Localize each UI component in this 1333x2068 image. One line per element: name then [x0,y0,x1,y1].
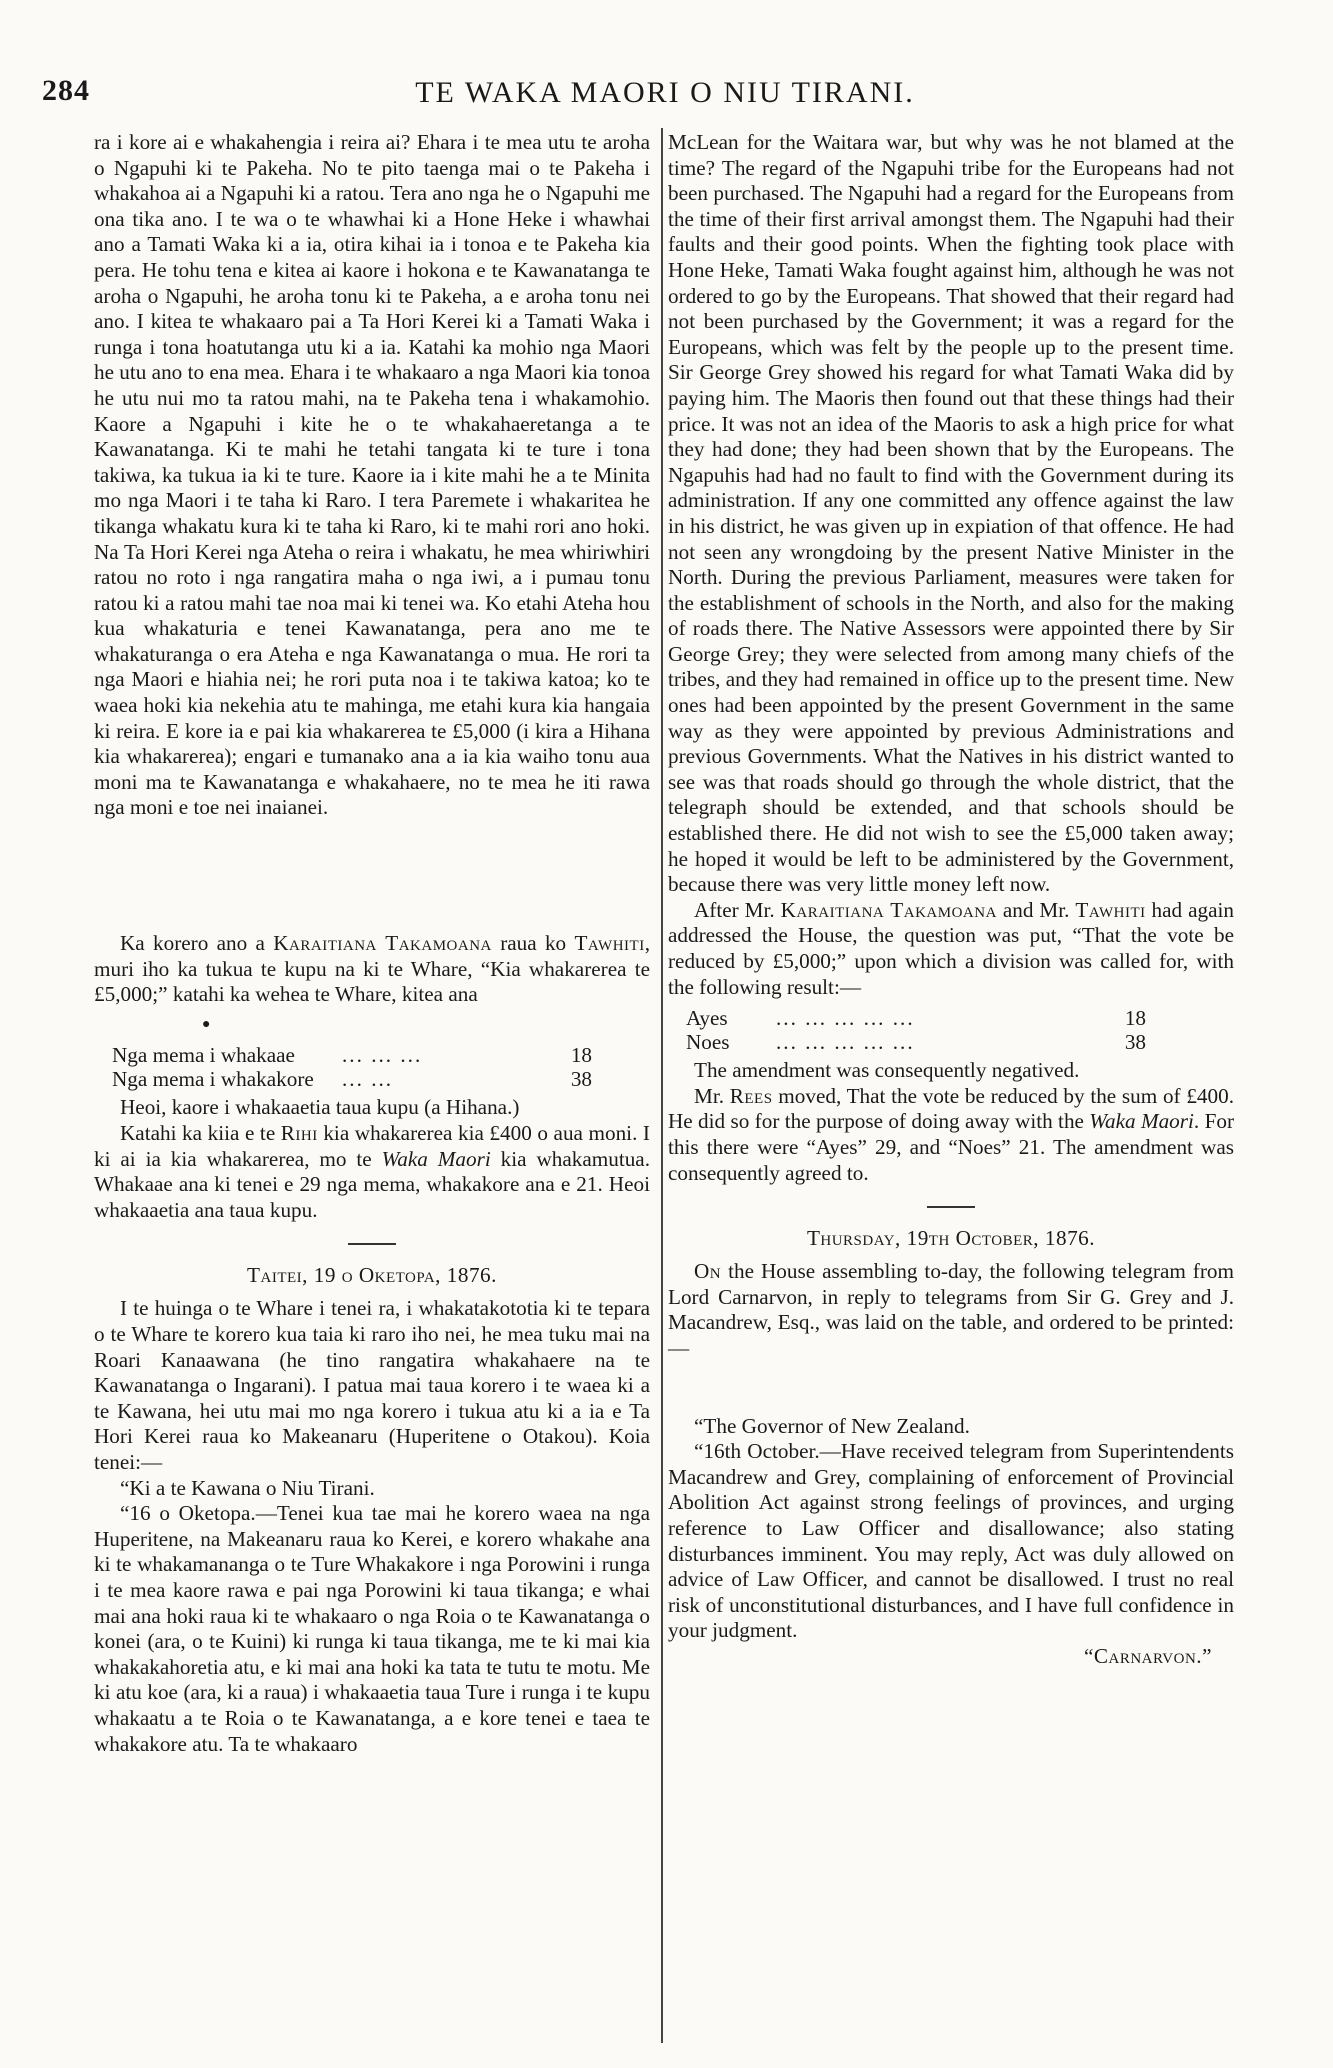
vote-leader-dots: ... ... ... ... ... [776,1006,915,1031]
maori-telegram-body: “16 o Oketopa.—Tenei kua tae mai he korero waea na nga Huperitene, na Makeanaru raua ko Kerei, e korero whakahe ana ki te whakamananga o te Ture Whakakore i nga Porowini i runga i te mea kaore rawa e pai nga Porowini ki taua tikanga; e whai mai ana hoki raua ki te whakaaro o nga Roia o te Kawanatanga o konei (ara, o te Kuini) ki runga ki taua tikanga, me te ki mai kia whakakahoretia atu, e ki mai ana hoki ka tata te tutu te motu. Me ki atu koe (ara, ki a raua) i whakaaetia taua Ture i runga i te kupu whakaatu a te Roia o te Kawanatanga, a e kore tenei e taea te whakakore atu. Ta te whakaaro [94,1501,650,1756]
section-rule [348,1243,396,1245]
vote-count: 38 [570,1067,592,1092]
maori-telegram-address: “Ki a te Kawana o Niu Tirani. [120,1475,375,1500]
column-gap [94,821,650,931]
newspaper-name: Waka Maori [1089,1109,1194,1134]
vote-count: 38 [1124,1030,1146,1055]
maori-division-paragraph: Ka korero ano a Karaitiana Takamoana raua ko Tawhiti, muri iho ka tukua te kupu na ki te Whare, “Kia whakarerea te £5,000;” katahi ka wehea te Whare, kitea ana [94,931,650,1007]
newspaper-name: Waka Maori [381,1146,491,1171]
english-result-paragraph: The amendment was consequently negatived. [694,1058,1080,1083]
column-divider [661,128,663,2043]
column-gap [668,1362,1234,1414]
speaker-name: Rihi [280,1121,318,1145]
speaker-name: Rees [729,1083,773,1108]
vote-label: Nga mema i whakaae [112,1043,295,1068]
english-telegram-address: “The Governor of New Zealand. [694,1413,970,1438]
english-vote-table [686,1006,1146,1054]
speaker-name: Tawhiti [574,931,645,956]
vote-row [112,1067,592,1091]
section-heading-maori: Taitei, 19 o Oketopa, 1876. [247,1262,497,1287]
vote-row [686,1030,1146,1054]
maori-result-paragraph: Heoi, kaore i whakaaetia taua kupu (a Hihana.) [120,1095,520,1120]
bullet-mark: ● [202,1016,211,1032]
english-speech-paragraph: McLean for the Waitara war, but why was he not blamed at the time? The regard of the Ngapuhi tribe for the Europeans had not been purchased. The Ngapuhi had a regard for the Europeans from the time of their first arrival amongst them. The Ngapuhi had their faults and their good points. When the fighting took place with Hone Heke, Tamati Waka fought against him, although he was not ordered to go by the Europeans. That showed that their regard had not been purchased by the Government; it was a regard for the Europeans, which was felt by the people up to the present time. Sir George Grey showed his regard for what Tamati Waka did by paying him. The Maoris then found out that these things had their price. It was not an idea of the Maoris to ask a high price for what they had done; they had been shown that by the Europeans. The Ngapuhis had had no fault to find with the Government during its administration. If any one committed any offence against the law in his district, he was given up in expiation of that offence. He had not seen any wrongdoing by the present Native Minister in the North. During the previous Parliament, measures were taken for the establishment of schools in the North, and also for the making of roads there. The Native Assessors were appointed there by Sir George Grey; they were selected from among many chiefs of the tribes, and they had remained in office up to the present time. New ones had been appointed by the present Government in the same way as they were appointed by previous Administrations and previous Governments. What the Natives in his district wanted to see was that roads should go through the whole district, that the telegraph should be extended, and that schools should be established there. He did not wish to see the £5,000 taken away; he hoped it would be left to be administered by the Government, because there was very little money left now. [668,130,1234,897]
vote-leader-dots: ... ... [342,1067,394,1092]
vote-leader-dots: ... ... ... [342,1043,423,1068]
vote-label: Ayes [686,1006,728,1031]
page-title: TE WAKA MAORI O NIU TIRANI. [415,76,915,109]
english-amendment-paragraph: Mr. Rees moved, That the vote be reduced by the sum of £400. He did so for the purpose of doing away with the Waka Maori. For this there were “Ayes” 29, and “Noes” 21. The amendment was consequently agreed to. [668,1083,1235,1185]
maori-vote-table [112,1043,592,1091]
maori-speech-paragraph: ra i kore ai e whakahengia i reira ai? Ehara i te mea utu te aroha o Ngapuhi ki te Pakeha. No te pito taenga mai o te Pakeha i whakahoa ai a Ngapuhi ki a ratou. Tera ano nga he o Ngapuhi me ona tika ano. I te wa o te whawhai ki a Hone Heke i whawhai ano a Tamati Waka ki a ia, otira kihai ia i tonoa e te Pakeha kia pera. He tohu tena e kitea ai kaore i hokona e te Kawanatanga te aroha o Ngapuhi, he aroha tonu ki te Pakeha, a e aroha tonu nei ano. I kitea te whakaaro pai a Ta Hori Kerei ki a Tamati Waka i runga i tona hoatutanga utu ki a ia. Katahi ka mohio nga Maori he utu ano to ena mea. Ehara i te whakaaro a nga Maori kia tonoa he utu nui mo ta ratou mahi, na te Pakeha tena i whakamohio. Kaore a Ngapuhi i kite he o te whakahaeretanga a te Kawanatanga. Ki te mahi he tetahi tangata ki te ture i tona takiwa, ka tukua ia ki te ture. Kaore ia i kite mahi he a te Minita mo nga Maori i te taha ki Raro. I tera Paremete i whakaritea he tikanga whakatu kura ki te taha ki Raro, ki te mahi rori ano hoki. Na Ta Hori Kerei nga Ateha o reira i whakatu, he mea whiriwhiri ratou no roto i nga rangatira maha o nga iwi, a i pumau tonu ratou ki a ratou mahi tae noa mai ki tenei wa. Ko etahi Ateha hou kua whakaturia e tenei Kawanatanga, pera ano me te whakaturanga o era Ateha e nga Kawanatanga o mua. He rori ta nga Maori e hiahia nei; he rori puta noa i te takiwa katoa; ko te waea hoki kia nekehia atu te mahinga, me etahi kura kia hangaia ki reira. E kore ia e pai kia whakarerea te £5,000 (i kira a Hihana kia whakarerea); engari e tumanako ana a ia kia waiho tonu aua moni ma te Kawanatanga e whakahaere, no te mea he iti rawa nga moni e toe nei inaianei. [94,130,650,820]
signature: “Carnarvon.” [1083,1643,1212,1668]
vote-row [112,1043,592,1067]
section-rule [927,1206,975,1208]
vote-count: 18 [570,1043,592,1068]
maori-amendment-paragraph: Katahi ka kiia e te Rihi kia whakarerea kia £400 o aua moni. I ki ai ia kia whakarerea, mo te Waka Maori kia whakamutua. Whakaae ana ki tenei e 29 nga mema, whakakore ana e 21. Heoi whakaaetia ana taua kupu. [94,1121,650,1222]
right-column [668,130,1234,1670]
page-number: 284 [42,74,90,107]
vote-leader-dots: ... ... ... ... ... [776,1030,915,1055]
speaker-name: Karaitiana Takamoana [273,931,492,956]
speaker-name: Tawhiti [1075,897,1146,922]
section-heading-english: Thursday, 19th October, 1876. [806,1225,1096,1250]
maori-telegram-intro: I te huinga o te Whare i tenei ra, i whakatakototia ki te tepara o te Whare te korero kua taia ki raro iho nei, he mea tuku mai na Roari Kanaawana (he tino rangatira whakahaere na te Kawanatanga o Ingarani). I patua mai taua korero i te waea ki a te Kawana, hei utu mai mo nga korero i tukua atu ki a ia e Ta Hori Kerei raua ko Makeanaru (Huperitene o Otakou). Koia tenei:— [94,1296,650,1475]
vote-row [686,1006,1146,1030]
english-telegram-body: “16th October.—Have received telegram from Superintendents Macandrew and Grey, complaining of enforcement of Provincial Abolition Act against strong feelings of provinces, and urging reference to Law Officer and disallowance; also stating disturbances imminent. You may reply, Act was duly allowed on advice of Law Officer, and cannot be disallowed. I trust no real risk of unconstitutional disturbances, and I have full confidence in your judgment. [668,1439,1234,1643]
left-column [94,130,650,1757]
page-header [40,70,1290,112]
speaker-name: Karaitiana Takamoana [780,897,997,922]
vote-label: Nga mema i whakakore [112,1067,314,1092]
english-division-paragraph: After Mr. Karaitiana Takamoana and Mr. Tawhiti had again addressed the House, the question was put, “That the vote be reduced by £5,000;” upon which a division was called for, with the following result:— [668,897,1234,999]
english-telegram-intro: On the House assembling to-day, the following telegram from Lord Carnarvon, in reply to telegrams from Sir G. Grey and J. Macandrew, Esq., was laid on the table, and ordered to be printed:— [668,1259,1234,1361]
vote-label: Noes [686,1030,730,1055]
vote-count: 18 [1124,1006,1146,1031]
